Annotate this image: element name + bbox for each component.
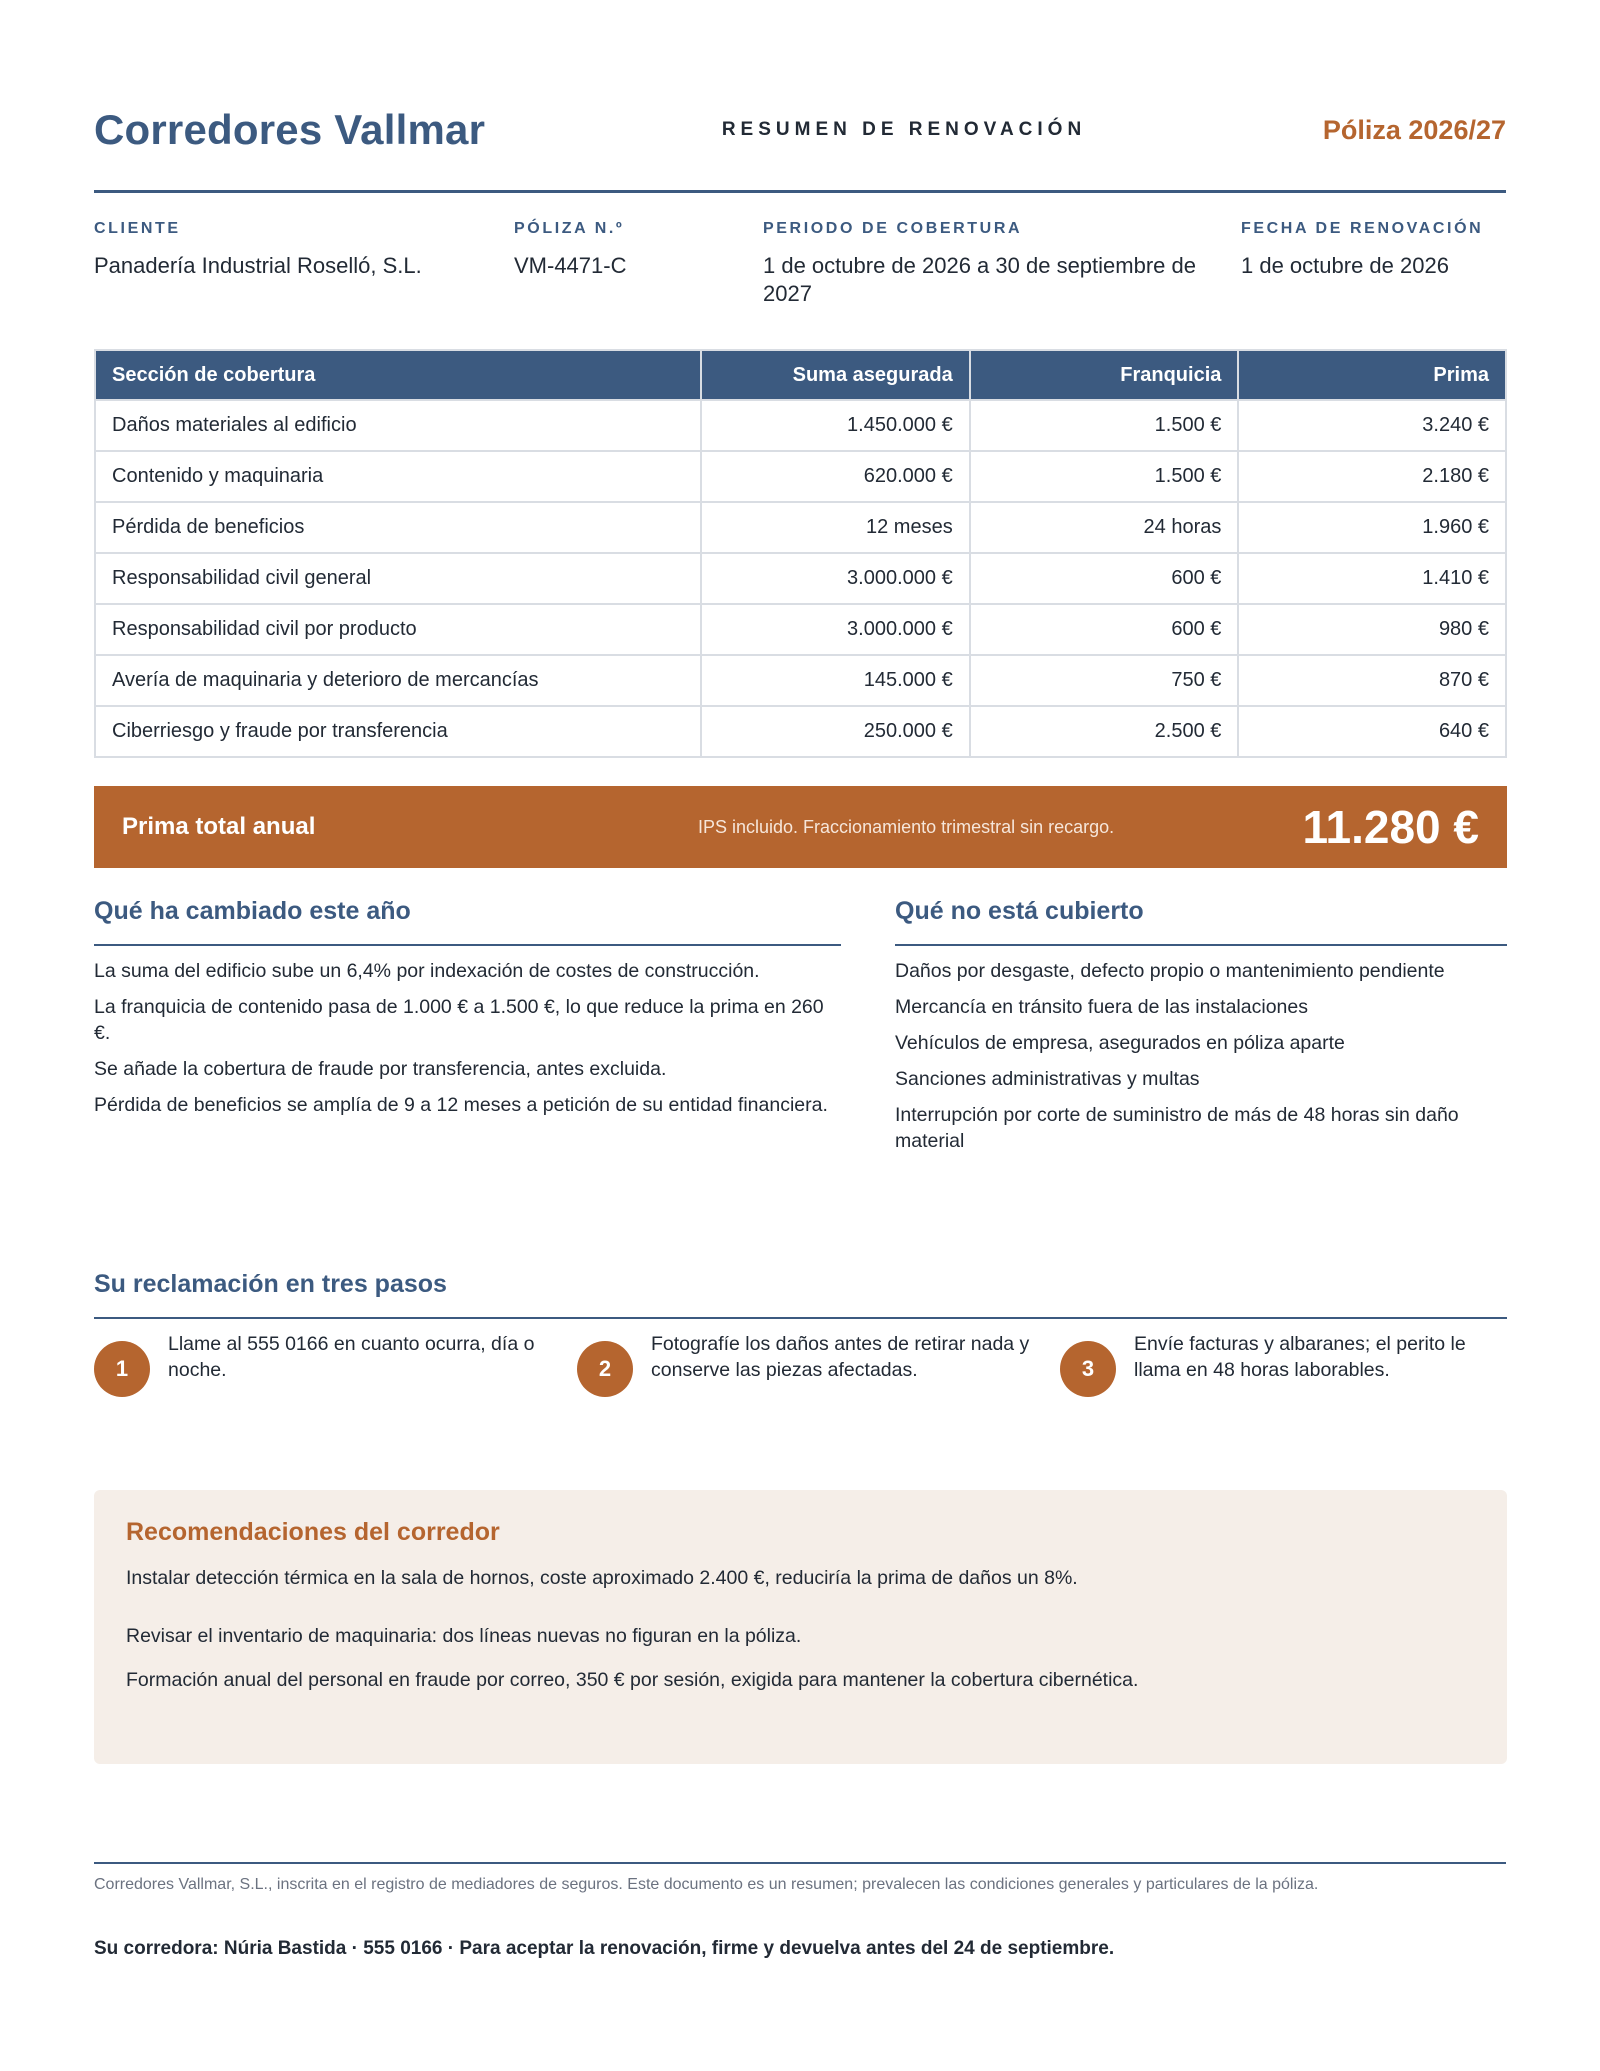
- cell-deductible: 24 horas: [970, 502, 1239, 553]
- policy-label: PÓLIZA N.º: [514, 220, 625, 237]
- cell-premium: 1.410 €: [1238, 553, 1506, 604]
- step-item: [94, 1331, 577, 1397]
- table-row: [95, 604, 1506, 655]
- broker-recommendations: [94, 1490, 1507, 1764]
- cell-sum-insured: 250.000 €: [701, 706, 970, 757]
- meta-policy: [514, 220, 714, 280]
- step-text: Llame al 555 0166 en cuanto ocurra, día o noche.: [168, 1333, 535, 1381]
- col-header-section: Sección de cobertura: [95, 350, 701, 400]
- policy-value: VM-4471-C: [514, 253, 627, 278]
- cell-deductible: 1.500 €: [970, 400, 1239, 451]
- total-premium-bar: [94, 786, 1507, 868]
- cell-sum-insured: 620.000 €: [701, 451, 970, 502]
- period-label: PERIODO DE COBERTURA: [763, 220, 1023, 237]
- list-item: Pérdida de beneficios se amplía de 9 a 12 meses a petición de su entidad financiera.: [94, 1094, 828, 1116]
- brand-name: Corredores Vallmar: [94, 106, 486, 153]
- list-item: Se añade la cobertura de fraude por transferencia, antes excluida.: [94, 1058, 667, 1080]
- list-item: Mercancía en tránsito fuera de las instalaciones: [895, 996, 1308, 1018]
- table-row: [95, 553, 1506, 604]
- cell-section: Responsabilidad civil general: [95, 553, 701, 604]
- policy-year: Póliza 2026/27: [1322, 114, 1506, 145]
- meta-client: [94, 220, 474, 280]
- header-divider: [94, 190, 1506, 193]
- cell-section: Avería de maquinaria y deterioro de mercancías: [95, 655, 701, 706]
- meta-period: [763, 220, 1203, 308]
- header: [94, 100, 1506, 160]
- changes-section: [94, 897, 841, 1128]
- list-item: Vehículos de empresa, asegurados en póliza aparte: [895, 1032, 1345, 1054]
- cell-section: Pérdida de beneficios: [95, 502, 701, 553]
- step-item: [1060, 1331, 1507, 1397]
- steps-list: [94, 1331, 1507, 1397]
- cell-premium: 640 €: [1238, 706, 1506, 757]
- meta-renewal: [1241, 220, 1507, 280]
- cell-premium: 870 €: [1238, 655, 1506, 706]
- exclusions-list: [895, 958, 1507, 1154]
- list-item: Sanciones administrativas y multas: [895, 1068, 1200, 1090]
- recommendation-item: Formación anual del personal en fraude por correo, 350 € por sesión, exigida para mantener la cobertura cibernética.: [126, 1669, 1139, 1691]
- step-text: Envíe facturas y albaranes; el perito le llama en 48 horas laborables.: [1134, 1333, 1466, 1381]
- coverage-table: [94, 349, 1507, 758]
- step-number-badge: 3: [1060, 1341, 1116, 1397]
- list-item: Daños por desgaste, defecto propio o mantenimiento pendiente: [895, 960, 1445, 982]
- period-value: 1 de octubre de 2026 a 30 de septiembre de 2027: [763, 253, 1196, 306]
- table-row: [95, 502, 1506, 553]
- cell-premium: 1.960 €: [1238, 502, 1506, 553]
- footer-divider: [94, 1862, 1506, 1864]
- table-row: [95, 400, 1506, 451]
- col-header-sum-insured: Suma asegurada: [701, 350, 970, 400]
- list-item: La suma del edificio sube un 6,4% por indexación de costes de construcción.: [94, 960, 760, 982]
- cell-deductible: 2.500 €: [970, 706, 1239, 757]
- cell-deductible: 600 €: [970, 553, 1239, 604]
- exclusions-title: Qué no está cubierto: [895, 897, 1144, 925]
- cell-premium: 2.180 €: [1238, 451, 1506, 502]
- total-label: Prima total anual: [122, 813, 316, 840]
- legal-notice: Corredores Vallmar, S.L., inscrita en el registro de mediadores de seguros. Este documento es un resumen; prevalecen las condiciones generales y particulares de la póliza.: [94, 1876, 1319, 1893]
- step-text: Fotografíe los daños antes de retirar nada y conserve las piezas afectadas.: [651, 1333, 1030, 1381]
- cell-premium: 3.240 €: [1238, 400, 1506, 451]
- total-amount: 11.280 €: [1302, 801, 1479, 853]
- claim-steps-section: [94, 1270, 1507, 1397]
- cell-premium: 980 €: [1238, 604, 1506, 655]
- cell-sum-insured: 145.000 €: [701, 655, 970, 706]
- list-item: La franquicia de contenido pasa de 1.000 € a 1.500 €, lo que reduce la prima en 260 €.: [94, 996, 824, 1044]
- cell-sum-insured: 3.000.000 €: [701, 604, 970, 655]
- step-number-badge: 2: [577, 1341, 633, 1397]
- client-value: Panadería Industrial Roselló, S.L.: [94, 253, 422, 278]
- client-label: CLIENTE: [94, 220, 181, 237]
- cell-deductible: 1.500 €: [970, 451, 1239, 502]
- exclusions-section: [895, 897, 1507, 1164]
- cell-section: Contenido y maquinaria: [95, 451, 701, 502]
- changes-title: Qué ha cambiado este año: [94, 897, 411, 925]
- cell-section: Daños materiales al edificio: [95, 400, 701, 451]
- table-row: [95, 451, 1506, 502]
- col-header-deductible: Franquicia: [970, 350, 1239, 400]
- steps-divider: [94, 1317, 1507, 1319]
- step-item: [577, 1331, 1060, 1397]
- cell-sum-insured: 12 meses: [701, 502, 970, 553]
- table-header-row: [95, 350, 1506, 400]
- cell-sum-insured: 3.000.000 €: [701, 553, 970, 604]
- recommendation-item: Revisar el inventario de maquinaria: dos líneas nuevas no figuran en la póliza.: [126, 1625, 802, 1647]
- renewal-label: FECHA DE RENOVACIÓN: [1241, 220, 1484, 237]
- changes-list: [94, 958, 841, 1118]
- cell-section: Ciberriesgo y fraude por transferencia: [95, 706, 701, 757]
- recommendation-item: Instalar detección térmica en la sala de hornos, coste aproximado 2.400 €, reduciría la prima de daños un 8%.: [126, 1567, 1078, 1589]
- cell-deductible: 750 €: [970, 655, 1239, 706]
- col-header-premium: Prima: [1238, 350, 1506, 400]
- cell-sum-insured: 1.450.000 €: [701, 400, 970, 451]
- changes-divider: [94, 944, 841, 946]
- broker-contact: Su corredora: Núria Bastida · 555 0166 · Para aceptar la renovación, firme y devuelva antes del 24 de septiembre.: [94, 1938, 1115, 1959]
- list-item: Interrupción por corte de suministro de más de 48 horas sin daño material: [895, 1104, 1459, 1152]
- exclusions-divider: [895, 944, 1507, 946]
- cell-deductible: 600 €: [970, 604, 1239, 655]
- total-note: IPS incluido. Fraccionamiento trimestral sin recargo.: [698, 816, 1115, 837]
- renewal-value: 1 de octubre de 2026: [1241, 253, 1449, 278]
- table-row: [95, 706, 1506, 757]
- steps-title: Su reclamación en tres pasos: [94, 1270, 447, 1298]
- cell-section: Responsabilidad civil por producto: [95, 604, 701, 655]
- document-type: RESUMEN DE RENOVACIÓN: [721, 119, 1087, 140]
- table-row: [95, 655, 1506, 706]
- policy-meta: [94, 220, 1506, 320]
- step-number-badge: 1: [94, 1341, 150, 1397]
- recommendations-title: Recomendaciones del corredor: [126, 1518, 500, 1546]
